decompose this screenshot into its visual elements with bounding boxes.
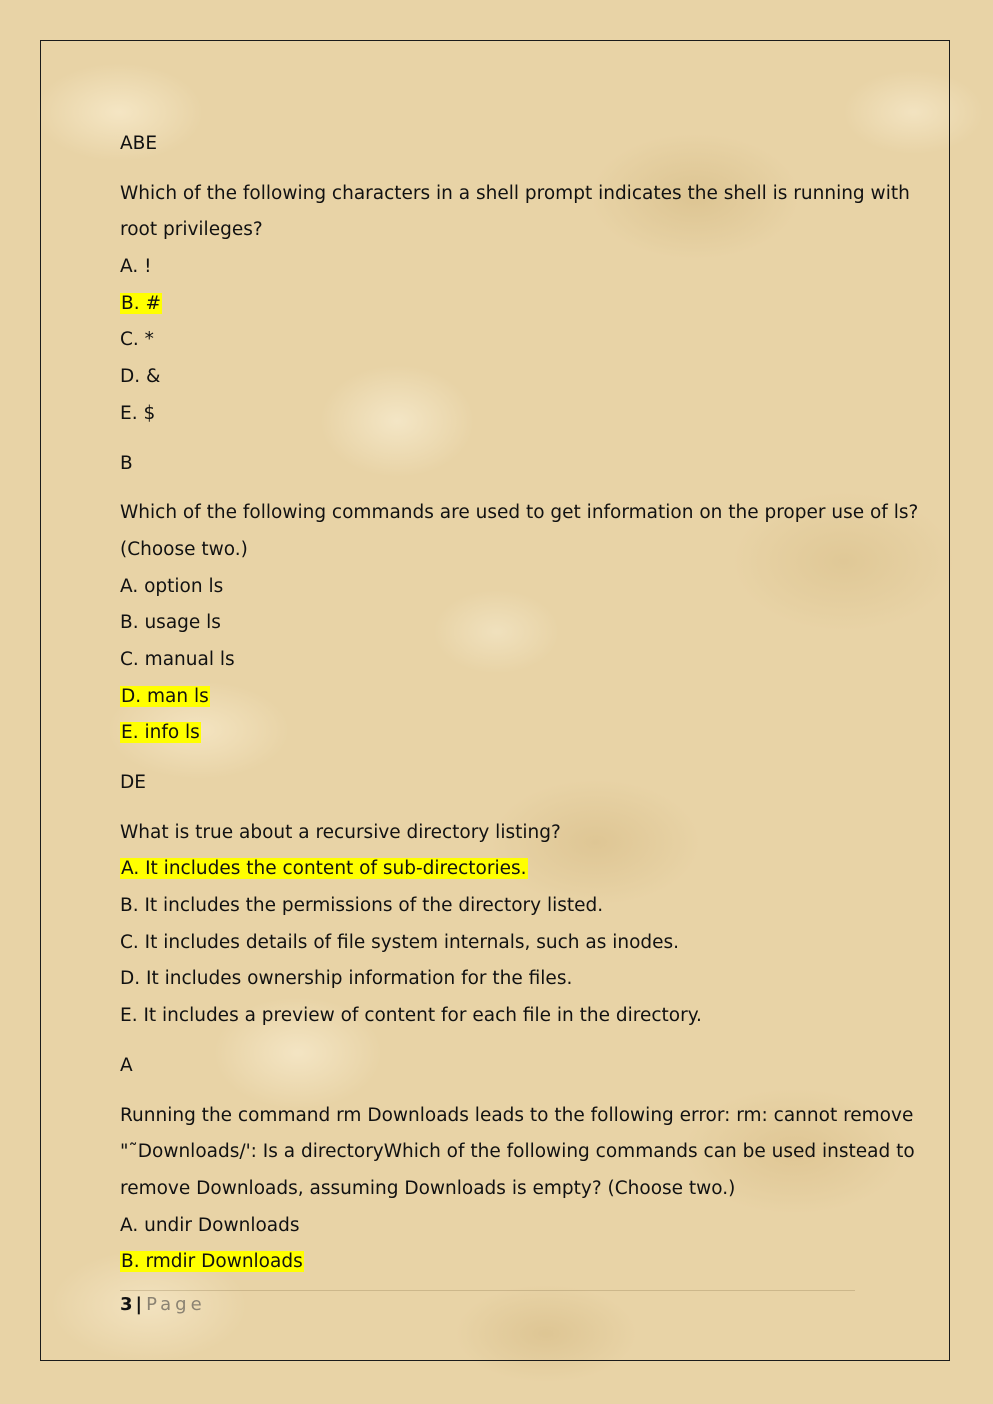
option-text: D. It includes ownership information for the files. bbox=[120, 968, 573, 990]
option bbox=[120, 605, 880, 642]
option-text: D. & bbox=[120, 366, 161, 388]
option bbox=[120, 642, 880, 679]
option-text: E. $ bbox=[120, 402, 156, 424]
option bbox=[120, 322, 880, 359]
option bbox=[120, 888, 880, 925]
option-text: A. It includes the content of sub-directories. bbox=[121, 858, 527, 880]
answer-key-ans4: A bbox=[120, 1054, 133, 1076]
option-text: B. It includes the permissions of the directory listed. bbox=[120, 895, 604, 917]
question-q4 bbox=[120, 1098, 915, 1281]
question-q2 bbox=[120, 495, 919, 752]
option bbox=[120, 359, 880, 396]
question-text-line: (Choose two.) bbox=[120, 538, 248, 560]
answer-key-ans2: B bbox=[120, 452, 133, 474]
page-number: 3 bbox=[120, 1294, 133, 1315]
question-text-line: root privileges? bbox=[120, 219, 263, 241]
option-text: C. * bbox=[120, 329, 154, 351]
question-text-line: Which of the following commands are used to get information on the proper use of ls? bbox=[120, 502, 919, 524]
option bbox=[120, 249, 880, 286]
question-text-line: "˜Downloads/': Is a directoryWhich of the following commands can be used instead to bbox=[120, 1141, 915, 1163]
option bbox=[120, 396, 880, 433]
option-text: E. It includes a preview of content for each file in the directory. bbox=[120, 1005, 702, 1027]
question-text-line: What is true about a recursive directory listing? bbox=[120, 821, 561, 843]
option-highlighted-answer bbox=[120, 679, 880, 716]
option-text: C. manual ls bbox=[120, 648, 235, 670]
option-text: B. rmdir Downloads bbox=[121, 1251, 303, 1273]
option-text: B. # bbox=[121, 292, 161, 314]
option-text: A. option ls bbox=[120, 575, 224, 597]
option-highlighted-answer bbox=[120, 1244, 880, 1281]
footer-separator: | bbox=[135, 1294, 143, 1315]
option-text: D. man ls bbox=[121, 685, 209, 707]
option-highlighted-answer bbox=[120, 851, 880, 888]
question-text-line: remove Downloads, assuming Downloads is empty? (Choose two.) bbox=[120, 1177, 736, 1199]
answer-key-ans3: DE bbox=[120, 772, 146, 793]
option bbox=[120, 961, 880, 998]
option-text: B. usage ls bbox=[120, 612, 221, 634]
option-text: C. It includes details of file system internals, such as inodes. bbox=[120, 931, 680, 953]
answer-key-ans1: ABE bbox=[120, 133, 158, 154]
option-highlighted-answer bbox=[120, 286, 880, 323]
option bbox=[120, 1208, 880, 1245]
footer-divider bbox=[120, 1290, 855, 1291]
option-text: A. undir Downloads bbox=[120, 1214, 300, 1236]
option bbox=[120, 569, 880, 606]
option-text: E. info ls bbox=[121, 722, 200, 744]
page-footer bbox=[120, 1294, 206, 1315]
option bbox=[120, 998, 880, 1035]
page-label: Page bbox=[146, 1294, 206, 1315]
question-q3 bbox=[120, 815, 880, 1035]
question-text-line: Running the command rm Downloads leads to the following error: rm: cannot remove bbox=[120, 1104, 914, 1126]
option-text: A. ! bbox=[120, 256, 152, 278]
option-highlighted-answer bbox=[120, 715, 880, 752]
question-q1 bbox=[120, 176, 910, 433]
document-body bbox=[120, 113, 919, 1281]
question-text-line: Which of the following characters in a shell prompt indicates the shell is running with bbox=[120, 182, 910, 204]
option bbox=[120, 925, 880, 962]
